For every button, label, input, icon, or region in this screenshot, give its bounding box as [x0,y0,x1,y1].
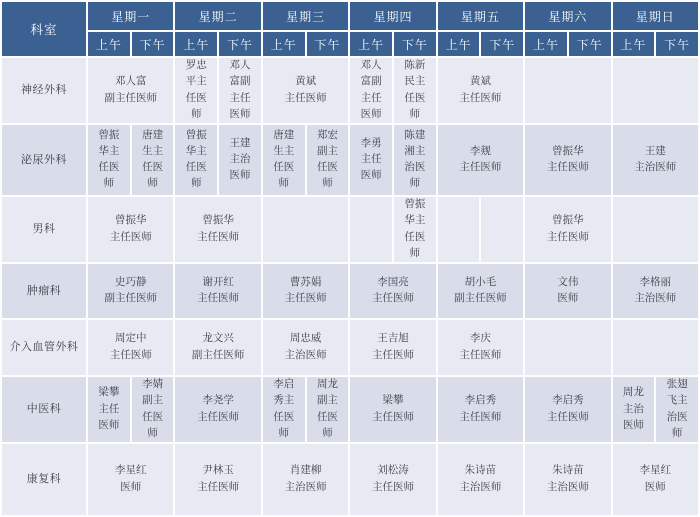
am-header-day2: 上午 [175,32,217,56]
day-header-row [2,2,698,30]
schedule-cell [307,125,349,195]
pm-header-day2: 下午 [219,32,261,56]
schedule-cell [438,377,523,442]
schedule-row [2,320,698,375]
cell-line: 郑宏副主任医师 [316,129,338,190]
schedule-row [2,197,698,262]
cell-line: 王吉旭 [377,333,409,345]
ampm-header-row [2,32,698,56]
pm-header-day1: 下午 [132,32,174,56]
cell-line: 主任医师 [459,162,502,174]
cell-line: 唐建生主任医师 [273,129,295,190]
schedule-cell [175,377,260,442]
cell-line: 李启秀 [552,395,584,407]
cell-line: 曾振华 [114,215,147,227]
cell-line: 医师 [557,293,579,305]
cell-line: 主任医师 [197,293,240,305]
cell-line: 主治医师 [284,481,327,493]
schedule-cell [394,58,436,123]
schedule-cell [88,58,173,123]
day-header-6: 星期六 [525,2,610,30]
schedule-cell [88,197,173,262]
cell-line: 尹林玉 [202,465,234,477]
schedule-cell [656,377,698,442]
am-header-day3: 上午 [263,32,305,56]
schedule-cell [88,377,130,442]
schedule-cell [350,444,435,515]
schedule-cell [307,377,349,442]
schedule-cell [175,58,217,123]
schedule-cell [263,377,305,442]
cell-line: 曾振华 [202,215,234,227]
cell-line: 主治医师 [459,481,502,493]
cell-line: 主任医师 [459,92,502,104]
schedule-cell [525,264,610,318]
schedule-cell [88,320,173,375]
schedule-cell [263,264,348,318]
schedule-cell [394,197,436,262]
cell-line: 主任医师 [109,231,152,243]
cell-line: 李启秀主任医师 [273,379,295,439]
schedule-body [2,58,698,515]
schedule-cell [88,125,130,195]
cell-line: 主任医师 [372,293,414,305]
corner-header: 科室 [2,2,86,56]
schedule-cell [175,264,260,318]
schedule-cell [350,264,435,318]
cell-line: 李星红 [639,465,672,477]
cell-line: 李启秀 [464,395,497,407]
schedule-cell [350,125,392,195]
department-cell: 介入血管外科 [2,320,86,375]
schedule-cell [175,125,217,195]
schedule-cell [219,58,261,123]
cell-line: 副主任医师 [104,293,157,305]
day-header-4: 星期四 [350,2,435,30]
schedule-cell [525,320,610,375]
cell-line: 李婧副主任医师 [142,379,164,439]
schedule-cell [132,377,174,442]
schedule-cell [525,197,610,262]
cell-line: 副主任医师 [104,92,157,104]
cell-line: 主任医师 [284,293,327,305]
schedule-cell [263,444,348,515]
am-header-day6: 上午 [525,32,567,56]
cell-line: 龙文兴 [202,333,234,345]
schedule-cell [438,444,523,515]
schedule-cell [525,377,610,442]
schedule-cell [613,320,698,375]
cell-line: 主治医师 [284,349,327,361]
cell-line: 主治医师 [634,293,677,305]
cell-line: 副主任医师 [191,349,245,361]
cell-line: 主任医师 [459,349,502,361]
schedule-cell [613,377,655,442]
day-header-7: 星期日 [613,2,698,30]
schedule-cell [438,125,523,195]
cell-line: 王建主治医师 [229,137,251,182]
cell-line: 主任医师 [372,349,414,361]
am-header-day1: 上午 [88,32,130,56]
cell-line: 医师 [644,481,666,493]
pm-header-day5: 下午 [481,32,523,56]
schedule-cell [88,444,173,515]
schedule-cell [525,125,610,195]
schedule-cell [438,197,480,262]
cell-line: 主任医师 [197,481,240,493]
cell-line: 周龙副主任医师 [316,379,338,439]
schedule-cell [263,125,305,195]
day-header-3: 星期三 [263,2,348,30]
schedule-cell [525,444,610,515]
cell-line: 刘松涛 [377,465,409,477]
cell-line: 罗忠平主任医师 [185,60,207,120]
schedule-cell [613,58,698,123]
department-cell: 肿瘤科 [2,264,86,318]
schedule-cell [175,197,260,262]
day-header-1: 星期一 [88,2,173,30]
cell-line: 主任医师 [546,231,589,243]
cell-line: 主治医师 [634,162,677,174]
cell-line: 黄斌 [295,76,317,88]
cell-line: 陈新民主任医师 [404,60,426,120]
cell-line: 周龙主治医师 [622,387,644,431]
cell-line: 主任医师 [372,481,414,493]
schedule-cell [525,58,610,123]
schedule-row [2,125,698,195]
cell-line: 朱诗苗 [552,465,584,477]
schedule-row [2,377,698,442]
cell-line: 黄斌 [469,76,491,88]
cell-line: 周定中 [114,333,147,345]
schedule-cell [350,320,435,375]
cell-line: 主任医师 [109,349,152,361]
schedule-cell [350,197,392,262]
cell-line: 主任医师 [372,411,414,423]
cell-line: 副主任医师 [454,293,507,305]
cell-line: 周忠威 [289,333,322,345]
cell-line: 主任医师 [197,411,240,423]
schedule-cell [438,320,523,375]
schedule-cell [132,125,174,195]
cell-line: 谢开红 [202,276,234,288]
schedule-cell [613,197,698,262]
schedule-cell [613,444,698,515]
department-cell: 中医科 [2,377,86,442]
cell-line: 陈建湘主治医师 [404,129,426,190]
pm-header-day7: 下午 [656,32,698,56]
cell-line: 李星红 [114,465,147,477]
department-cell: 泌尿外科 [2,125,86,195]
cell-line: 主任医师 [459,411,502,423]
day-header-5: 星期五 [438,2,523,30]
cell-line: 曾振华 [552,215,584,227]
cell-line: 朱诗苗 [464,465,497,477]
schedule-cell [219,125,261,195]
day-header-2: 星期二 [175,2,260,30]
schedule-cell [613,125,698,195]
schedule-cell [438,264,523,318]
schedule-cell [263,320,348,375]
cell-line: 主任医师 [546,411,589,423]
schedule-cell [350,377,435,442]
schedule-cell [394,125,436,195]
schedule-row [2,58,698,123]
schedule-cell [263,197,348,262]
cell-line: 李庆 [469,333,491,345]
am-header-day7: 上午 [613,32,655,56]
cell-line: 主任医师 [546,162,589,174]
department-cell: 神经外科 [2,58,86,123]
cell-line: 胡小毛 [464,276,497,288]
schedule-cell [613,264,698,318]
cell-line: 曹苏娟 [289,276,322,288]
cell-line: 史巧静 [114,276,147,288]
cell-line: 曾振华主任医师 [185,129,207,190]
am-header-day4: 上午 [350,32,392,56]
schedule-cell [350,58,392,123]
pm-header-day4: 下午 [394,32,436,56]
cell-line: 曾振华主任医师 [404,199,426,259]
am-header-day5: 上午 [438,32,480,56]
schedule-row [2,264,698,318]
department-cell: 男科 [2,197,86,262]
schedule-cell [175,320,260,375]
schedule-cell [438,58,523,123]
cell-line: 张翅飞主治医师 [666,379,688,439]
pm-header-day6: 下午 [569,32,611,56]
cell-line: 曾振华主任医师 [98,129,120,190]
cell-line: 王建 [644,145,666,157]
cell-line: 肖建柳 [289,465,322,477]
cell-line: 李格丽 [639,276,672,288]
cell-line: 主任医师 [197,231,240,243]
cell-line: 唐建生主任医师 [142,129,164,190]
schedule-row [2,444,698,515]
cell-line: 梁攀 [382,395,404,407]
cell-line: 李觌 [469,145,491,157]
cell-line: 邓人富副主任医师 [229,60,251,120]
schedule-cell [263,58,348,123]
pm-header-day3: 下午 [307,32,349,56]
cell-line: 主治医师 [546,481,589,493]
cell-line: 主任医师 [284,92,327,104]
department-cell: 康复科 [2,444,86,515]
cell-line: 文伟 [557,276,579,288]
cell-line: 曾振华 [552,145,584,157]
cell-line: 医师 [120,481,142,493]
cell-line: 李尧学 [202,395,234,407]
cell-line: 邓人富 [114,76,147,88]
schedule-cell [175,444,260,515]
cell-line: 邓人富副主任医师 [360,60,382,120]
schedule-cell [481,197,523,262]
cell-line: 李国亮 [377,276,409,288]
cell-line: 李勇主任医师 [360,137,382,182]
schedule-cell [88,264,173,318]
schedule-header [2,2,698,56]
cell-line: 梁攀主任医师 [98,387,120,431]
